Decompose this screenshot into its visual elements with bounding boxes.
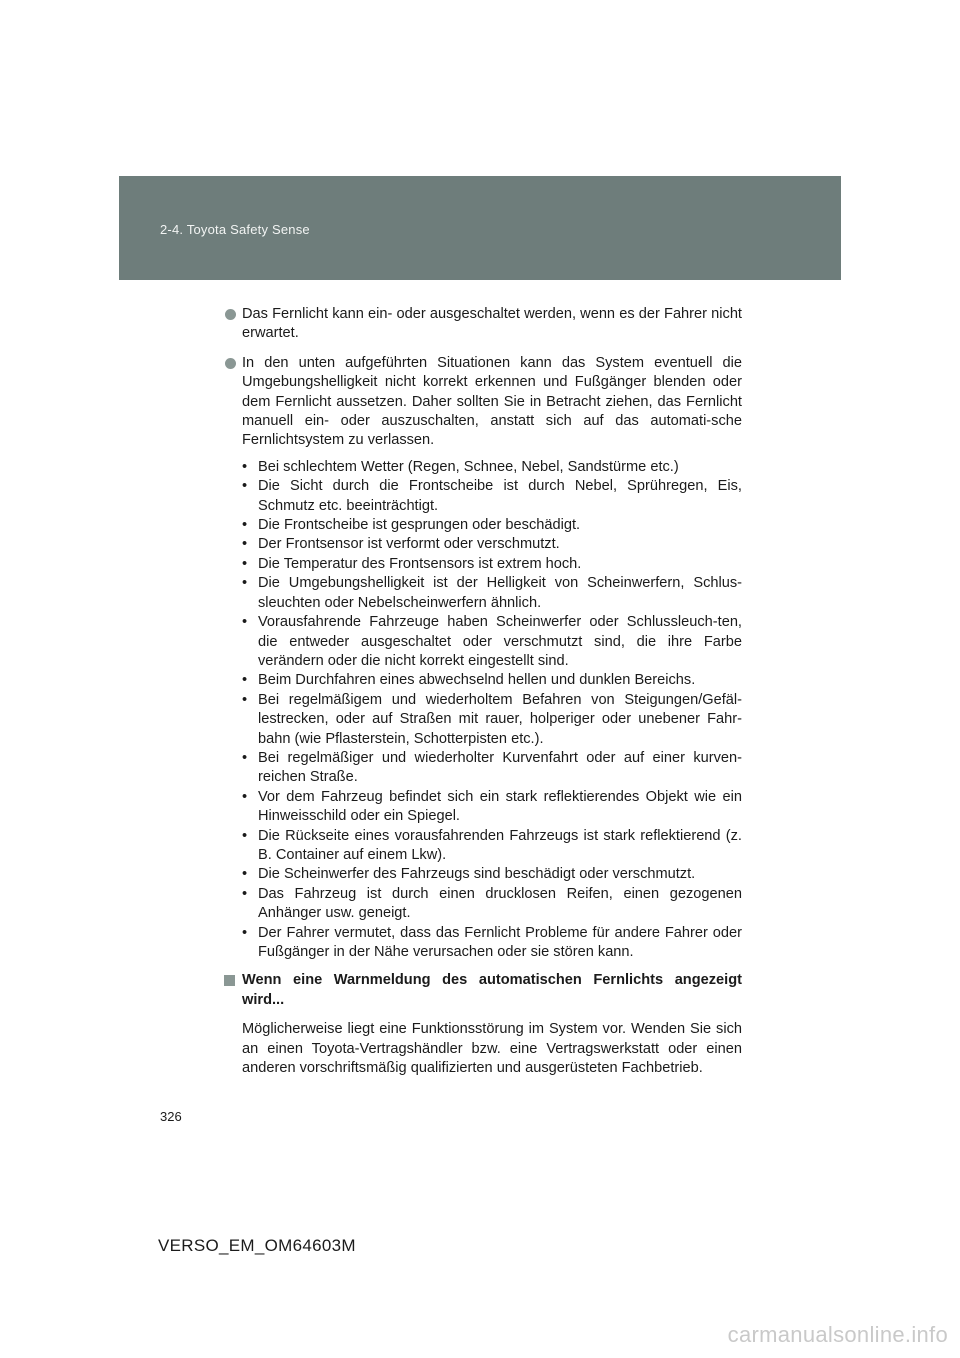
dot-marker-icon: • — [242, 788, 248, 805]
list-item-text: Vor dem Fahrzeug befindet sich ein stark reflektierendes Objekt wie ein Hinweisschild oder ein Spiegel. — [258, 788, 742, 825]
list-item-text: Die Scheinwerfer des Fahrzeugs sind beschädigt oder verschmutzt. — [258, 866, 696, 883]
list-item — [242, 516, 742, 535]
dot-marker-icon: • — [242, 478, 248, 495]
dot-marker-icon: • — [242, 555, 248, 572]
bullet-item — [224, 305, 742, 344]
dot-marker-icon: • — [242, 924, 248, 941]
circle-bullet-icon — [225, 309, 236, 320]
list-item-text: Der Fahrer vermutet, dass das Fernlicht Probleme für andere Fahrer oder Fußgänger in der Nähe verursachen oder sie stören kann. — [258, 924, 742, 960]
list-item-text: Die Umgebungshelligkeit ist der Helligkeit von Scheinwerfern, Schlus-sleuchten oder Nebelscheinwerfern ähnlich. — [258, 575, 742, 611]
page-content — [224, 305, 742, 1078]
list-item-text: Die Sicht durch die Frontscheibe ist durch Nebel, Sprühregen, Eis, Schmutz etc. beeinträchtigt. — [258, 478, 742, 514]
list-item-text: Bei regelmäßigem und wiederholtem Befahren von Steigungen/Gefäl-lestrecken, oder auf Straßen mit rauer, holperiger oder unebener Fahr-bahn (wie Pflasterstein, Schotterpisten etc.). — [258, 691, 742, 747]
warning-section-heading — [224, 971, 742, 1010]
list-item-text: Die Rückseite eines vorausfahrenden Fahrzeugs ist stark reflektierend (z. B. Container auf einem Lkw). — [258, 827, 742, 863]
list-item-text: Der Frontsensor ist verformt oder verschmutzt. — [258, 536, 560, 553]
list-item-text: Die Temperatur des Frontsensors ist extrem hoch. — [258, 555, 582, 572]
list-item — [242, 574, 742, 613]
list-item — [242, 613, 742, 671]
list-item — [242, 555, 742, 574]
dot-marker-icon: • — [242, 614, 248, 631]
dot-marker-icon: • — [242, 458, 248, 475]
watermark: carmanualsonline.info — [727, 1322, 948, 1347]
section-title: 2-4. Toyota Safety Sense — [160, 222, 310, 237]
bullet-item — [224, 354, 742, 451]
bullet-text: In den unten aufgeführten Situationen kann das System eventuell die Umgebungshelligkeit nicht korrekt erkennen und Fußgänger blenden oder dem Fernlicht aussetzen. Daher sollten Sie in Betracht ziehen, das Fernlicht manuell ein- oder auszuschalten, anstatt sich auf das automati-sche Fernlichtsystem zu verlassen. — [242, 354, 742, 449]
bullet-text: Das Fernlicht kann ein- oder ausgeschaltet werden, wenn es der Fahrer nicht erwartet. — [242, 306, 742, 342]
list-item — [242, 788, 742, 827]
list-item — [242, 885, 742, 924]
list-item — [242, 535, 742, 554]
dot-marker-icon: • — [242, 691, 248, 708]
dot-marker-icon: • — [242, 827, 248, 844]
page-number: 326 — [160, 1109, 182, 1124]
square-bullet-icon — [224, 975, 235, 986]
list-item — [242, 827, 742, 866]
list-item — [242, 749, 742, 788]
list-item-text: Bei regelmäßiger und wiederholter Kurvenfahrt oder auf einer kurven-reichen Straße. — [258, 749, 742, 786]
list-item — [242, 924, 742, 963]
dot-marker-icon: • — [242, 866, 248, 883]
list-item-text: Das Fahrzeug ist durch einen drucklosen Reifen, einen gezogenen Anhänger usw. geneigt. — [258, 885, 742, 922]
list-item-text: Bei schlechtem Wetter (Regen, Schnee, Nebel, Sandstürme etc.) — [258, 458, 679, 475]
section-header-band — [119, 176, 841, 280]
list-item-text: Vorausfahrende Fahrzeuge haben Scheinwerfer oder Schlussleuch-ten, die entweder ausgeschaltet oder verschmutzt sind, die ihre Farbe verändern oder die nicht korrekt eingestellt sind. — [258, 614, 742, 669]
list-item-text: Beim Durchfahren eines abwechselnd hellen und dunklen Bereichs. — [258, 672, 696, 689]
warning-section-body: Möglicherweise liegt eine Funktionsstörung im System vor. Wenden Sie sich an einen Toyota-Vertragshändler bzw. eine Vertragswerkstatt oder einen anderen vorschriftsmäßig qualifizierten und ausgerüsteten Fachbetrieb. — [242, 1021, 742, 1077]
list-item — [242, 458, 742, 477]
dot-marker-icon: • — [242, 536, 248, 553]
dot-marker-icon: • — [242, 672, 248, 689]
dot-marker-icon: • — [242, 885, 248, 902]
list-item — [242, 477, 742, 516]
section-heading-text: Wenn eine Warnmeldung des automatischen Fernlichts angezeigt wird... — [242, 972, 742, 1008]
list-item — [242, 691, 742, 749]
circle-bullet-icon — [225, 358, 236, 369]
dot-marker-icon: • — [242, 517, 248, 534]
list-item-text: Die Frontscheibe ist gesprungen oder beschädigt. — [258, 517, 581, 534]
document-code: VERSO_EM_OM64603M — [158, 1236, 356, 1255]
list-item — [242, 865, 742, 884]
dot-marker-icon: • — [242, 575, 248, 592]
dot-marker-icon: • — [242, 749, 248, 766]
list-item — [242, 671, 742, 690]
situation-list — [242, 458, 742, 963]
